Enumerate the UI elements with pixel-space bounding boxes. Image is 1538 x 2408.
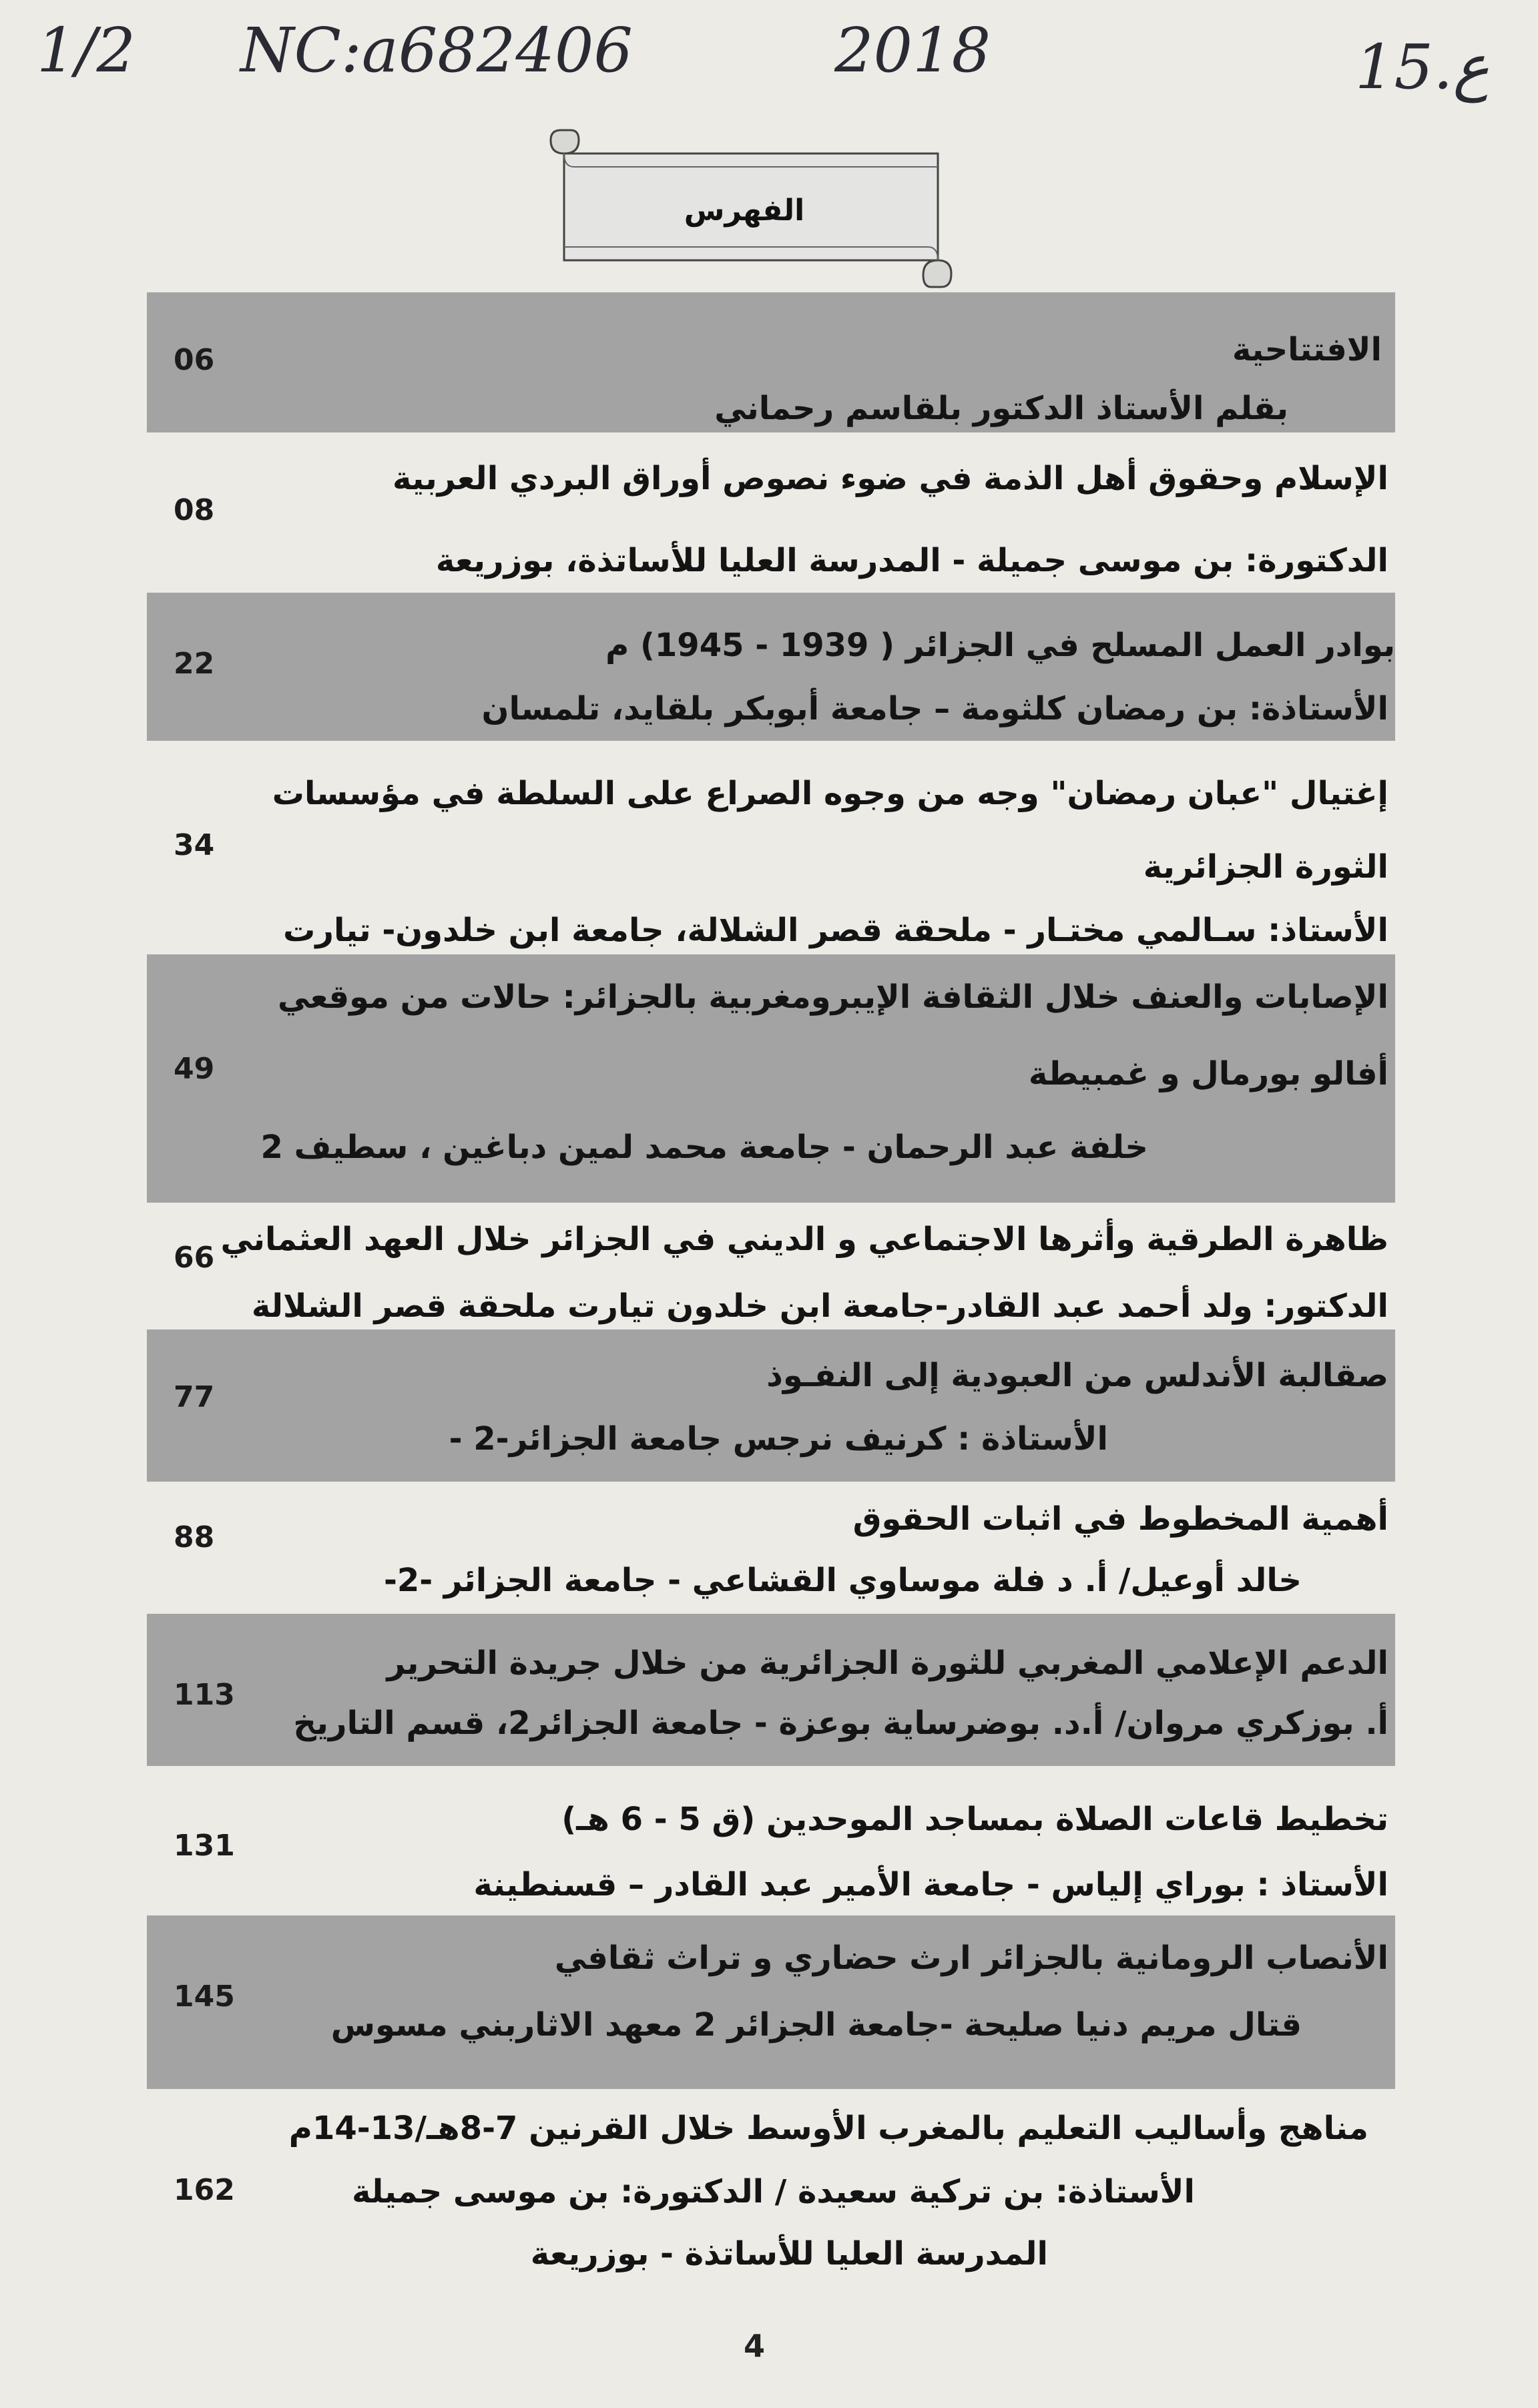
entry-author: المدرسة العليا للأساتذة - بوزريعة [530, 2235, 1048, 2273]
toc-entry [147, 1770, 1395, 1910]
entry-title: الإصابات والعنف خلال الثقافة الإيبرومغربية بالجزائر: حالات من موقعي [278, 978, 1388, 1016]
entry-page-number: 77 [174, 1380, 215, 1414]
entry-title: الثورة الجزائرية [1143, 848, 1388, 886]
entry-page-number: 06 [174, 343, 215, 377]
entry-page-number: 22 [174, 647, 215, 681]
toc-entry [147, 1483, 1395, 1610]
entry-author: الأستاذ : بوراي إلياس - جامعة الأمير عبد القادر – قسنطينة [473, 1866, 1388, 1903]
handwritten-fraction: 1/2 [37, 15, 136, 86]
entry-author: قتال مريم دنيا صليحة -جامعة الجزائر 2 معهد الاثاربني مسوس [330, 2006, 1302, 2044]
page-title: الفهرس [684, 193, 805, 228]
entry-title: تخطيط قاعات الصلاة بمساجد الموحدين (ق 5 - 6 هـ) [561, 1801, 1388, 1838]
entry-author: بقلم الأستاذ الدكتور بلقاسم رحماني [714, 390, 1288, 427]
toc-entry [147, 954, 1395, 1203]
toc-entry [147, 593, 1395, 741]
entry-author: خلفة عبد الرحمان - جامعة محمد لمين دباغين ، سطيف 2 [260, 1129, 1148, 1166]
entry-page-number: 131 [174, 1829, 235, 1863]
handwritten-year: 2018 [834, 15, 991, 86]
entry-author: أ. بوزكري مروان/ أ.د. بوضرساية بوعزة - جامعة الجزائر2، قسم التاريخ [293, 1705, 1388, 1742]
toc-entry [147, 1207, 1395, 1330]
entry-author: الأستاذة: بن تركية سعيدة / الدكتورة: بن موسى جميلة [352, 2173, 1195, 2210]
entry-page-number: 145 [174, 1980, 235, 2014]
entry-page-number: 34 [174, 828, 215, 862]
entry-title: مناهج وأساليب التعليم بالمغرب الأوسط خلال القرنين 7-8هـ/13-14م [288, 2110, 1368, 2147]
entry-title: الإسلام وحقوق أهل الذمة في ضوء نصوص أوراق البردي العربية [392, 460, 1388, 497]
entry-title: أفالو بورمال و غمبيطة [1028, 1055, 1388, 1093]
entry-author: خالد أوعيل/ أ. د فلة موساوي القشاعي - جامعة الجزائر -2- [383, 1562, 1302, 1599]
toc-entry [147, 2092, 1395, 2293]
entry-author: الأستاذ: سـالمي مختـار - ملحقة قصر الشلالة، جامعة ابن خلدون- تيارت [283, 912, 1388, 949]
entry-title: أهمية المخطوط في اثبات الحقوق [852, 1500, 1388, 1538]
entry-title: الأنصاب الرومانية بالجزائر ارث حضاري و تراث ثقافي [554, 1939, 1388, 1977]
entry-page-number: 66 [174, 1241, 215, 1275]
toc-entry [147, 1915, 1395, 2089]
entry-page-number: 162 [174, 2173, 235, 2207]
entry-title: بوادر العمل المسلح في الجزائر ( 1939 - 1945) م [605, 627, 1395, 664]
handwritten-catalog-code: NC:a682406 [240, 15, 633, 86]
entry-page-number: 88 [174, 1520, 215, 1554]
entry-author: الأستاذة : كرنيف نرجس جامعة الجزائر-2 - [449, 1420, 1108, 1458]
handwritten-shelf-code: 15.ع [1355, 31, 1490, 103]
toc-entry [147, 1614, 1395, 1766]
entry-title: صقالبة الأندلس من العبودية إلى النفـوذ [766, 1357, 1388, 1394]
entry-title: الافتتاحية [1232, 331, 1382, 368]
entry-title: الدعم الإعلامي المغربي للثورة الجزائرية من خلال جريدة التحرير [387, 1644, 1388, 1682]
entry-author: الدكتورة: بن موسى جميلة - المدرسة العليا للأساتذة، بوزريعة [435, 542, 1388, 579]
title-scroll-banner [537, 127, 965, 294]
entry-page-number: 113 [174, 1678, 235, 1712]
entry-author: الأستاذة: بن رمضان كلثومة – جامعة أبوبكر بلقايد، تلمسان [481, 690, 1388, 727]
toc-entry [147, 1329, 1395, 1482]
toc-entry [147, 439, 1395, 589]
entry-title: إغتيال "عبان رمضان" وجه من وجوه الصراع على السلطة في مؤسسات [272, 775, 1388, 812]
toc-entry [147, 292, 1395, 432]
entry-page-number: 49 [174, 1052, 215, 1086]
toc-entry [147, 744, 1395, 951]
page-number: 4 [743, 2328, 765, 2364]
entry-title: ظاهرة الطرقية وأثرها الاجتماعي و الديني في الجزائر خلال العهد العثماني [220, 1221, 1388, 1258]
entry-page-number: 08 [174, 493, 215, 527]
entry-author: الدكتور: ولد أحمد عبد القادر-جامعة ابن خلدون تيارت ملحقة قصر الشلالة [251, 1287, 1388, 1325]
